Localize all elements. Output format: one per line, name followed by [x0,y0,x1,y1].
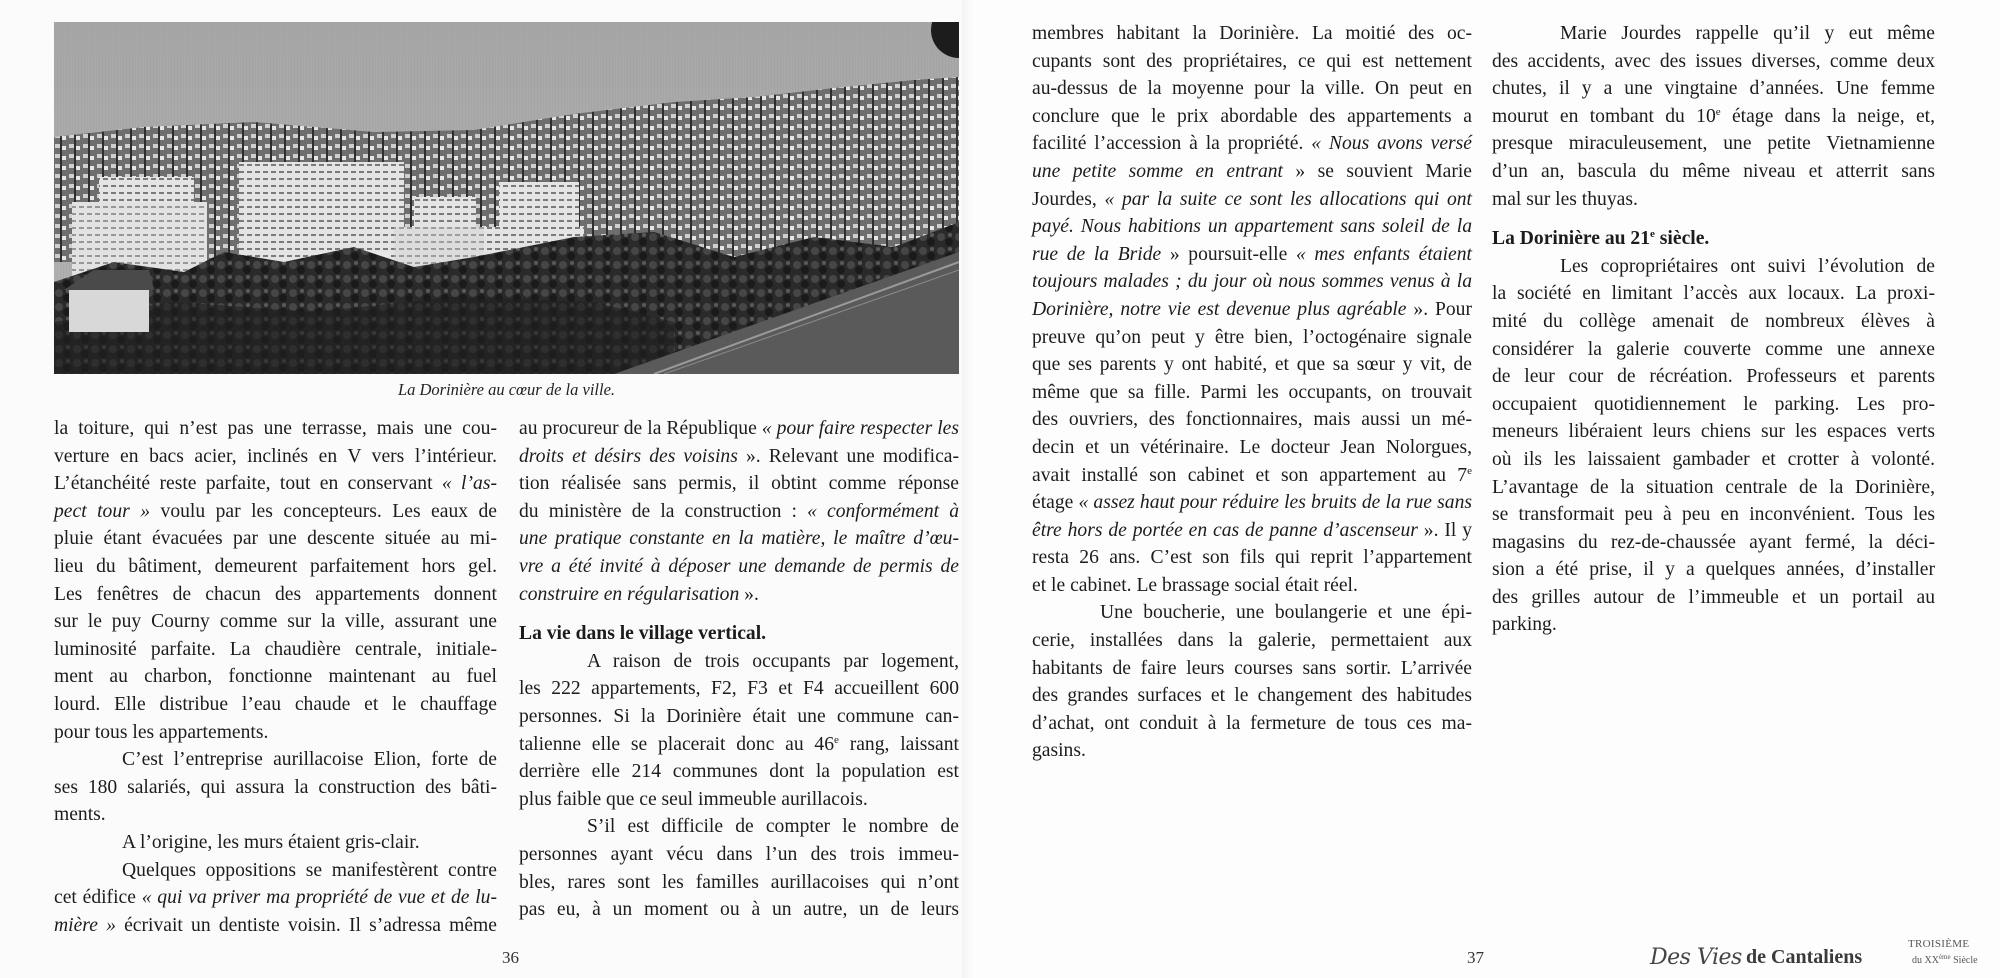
section-heading: La vie dans le village vertical. [519,623,767,645]
text-line: construire en régularisation ». [519,583,759,605]
text-line: resta 26 ans. C’est son fils qui reprit l’appartement [1032,547,1472,569]
text-line: ment au charbon, fonctionne maintenant au fuel [54,666,497,688]
text-line: membres habitant la Dorinière. La moitié des oc- [1032,23,1472,44]
text-line: facilité l’accession à la propriété. « Nous avons versé [1032,133,1472,155]
text-line: tion réalisée sans permis, il obtint comme réponse [519,473,959,495]
text-line: conclure que le prix abordable des appartements a [1032,105,1472,127]
text-line: Jourdes, « par la suite ce sont les allocations qui ont [1032,188,1472,210]
text-line: chutes, il y a une vingtaine d’années. Une femme [1492,78,1935,100]
text-line: verture en bacs acier, inclinés en V vers l’intérieur. [54,445,497,467]
text-line: être hors de portée en cas de panne d’ascenseur ». Il y [1032,519,1473,541]
quotation: construire en régularisation [519,583,740,605]
quotation: être hors de portée en cas de panne d’ascenseur [1032,519,1418,541]
text-line: lieu du bâtiment, demeurent parfaitement hors gel. [54,555,497,577]
quotation: vre a été invité à déposer une demande de permis de [519,555,959,577]
text-line: personnes. Si la Dorinière était une commune can- [519,705,959,727]
text-line: Les copropriétaires ont suivi l’évolution de [1560,255,1935,277]
right-page-column-2 [1492,20,1935,639]
text-line: plus faible que ce seul immeuble aurillacois. [519,788,868,810]
text-line: sion a été prise, il y a quelques années, d’installer [1492,559,1935,581]
quotation: « conformément à [807,500,959,522]
text-line: au procureur de la République « pour faire respecter les [519,418,959,439]
text-line: se transformait peu à peu en inconvénient. Tous les [1492,504,1935,526]
text-line: preuve qu’on peut y être bien, l’octogénaire signale [1032,326,1472,348]
quotation: « mes enfants étaient [1295,243,1472,265]
quotation: une petite somme en entrant [1032,160,1284,182]
quotation: rue de la Bride [1032,243,1162,265]
text-line: A raison de trois occupants par logement, [587,650,959,672]
text-line: habitants de faire leurs courses sans sortir. L’arrivée [1032,657,1472,679]
text-line: bles, rares sont les familles aurillacoises qui n’ont [519,871,959,893]
series-logo [1650,938,1980,974]
text-line: meneurs libéraient leurs chiens sur les espaces verts [1492,421,1935,443]
text-line: S’il est difficile de compter le nombre de [587,816,959,838]
text-line: presque miraculeusement, une petite Vietnamienne [1492,133,1935,155]
photo-illustration [54,22,959,374]
text-line: cerie, installées dans la galerie, permettaient aux [1032,630,1472,652]
text-line: A l’origine, les murs étaient gris-clair. [122,831,420,853]
text-line: étage « assez haut pour réduire les bruits de la rue sans [1032,492,1472,514]
text-line: mourut en tombant du 10e étage dans la neige, et, [1492,105,1935,127]
right-page-column-1 [1032,20,1472,765]
text-line: Les fenêtres de chacun des appartements donnent [54,583,497,605]
page-number-right: 37 [1467,948,1484,967]
quotation: mière » [54,914,116,936]
text-line: considérer la galerie couverte comme une annexe [1492,338,1935,360]
quotation: Dorinière, notre vie est devenue plus agréable [1032,298,1407,320]
text-line: la société en limitant l’accès aux locaux. La proxi- [1492,283,1935,305]
text-line: les 222 appartements, F2, F3 et F4 accueillent 600 [519,678,959,700]
text-line: Marie Jourdes rappelle qu’il y eut même [1560,23,1935,44]
quotation: toujours malades ; du jour où nous sommes venus à la [1032,271,1472,293]
text-line: gasins. [1032,740,1086,762]
left-page [0,0,980,978]
text-line [1032,213,1472,241]
text-line: L’étanchéité reste parfaite, tout en conservant « l’as- [54,473,497,495]
text-line: derrière elle 214 communes dont la population est [519,761,959,783]
quotation: « par la suite ce sont les allocations qui ont [1104,188,1472,210]
text-line: cupants sont des propriétaires, ce qui est nettement [1032,50,1472,72]
quotation: une pratique constante en la matière, le maître d’œu- [519,528,959,550]
city-panorama-photo [54,22,959,374]
text-line: pas eu, à un moment ou à un autre, un de leurs [519,899,959,921]
text-line: magasins du rez-de-chaussée ayant fermé, la déci- [1492,531,1935,553]
text-line: luminosité parfaite. La chaudière centrale, initiale- [54,638,497,660]
text-line: des grilles autour de l’immeuble et un portail au [1492,586,1935,608]
quotation: droits et désirs des voisins [519,445,738,467]
text-line: mière » écrivait un dentiste voisin. Il s’adressa même [54,914,497,936]
quotation: « qui va priver ma propriété de vue et de lu- [141,887,498,909]
text-line: mité du collège amenait de nombreux élèves à [1492,310,1935,332]
series-logo-edition: TROISIÈME [1908,938,1970,950]
text-line: de leur cour de récréation. Professeurs et parents [1492,366,1935,388]
text-line: pluie étant évacuées par une descente située au mi- [54,528,497,550]
text-line: ses 180 salariés, qui assura la construction des bâti- [54,776,497,798]
text-line: mal sur les thuyas. [1492,188,1638,210]
text-line: des ouvriers, des fonctionnaires, mais aussi un mé- [1032,409,1472,431]
text-line: une petite somme en entrant » se souvient Marie [1032,160,1472,182]
series-logo-title: de Cantaliens [1746,946,1863,968]
text-line: d’achat, ont conduit à la fermeture de tous ces ma- [1032,712,1472,734]
text-line [519,553,959,581]
text-line [1032,268,1472,296]
text-line: d’un an, bascula du même niveau et atterrit sans [1492,160,1935,182]
left-page-column-1 [54,415,497,939]
quotation: « l’as- [441,473,497,495]
text-line: droits et désirs des voisins ». Relevant une modifica- [519,445,959,467]
photo-caption: La Dorinière au cœur de la ville. [397,380,616,399]
series-logo-script: Des Vies [1650,945,1742,970]
text-line: talienne elle se placerait donc au 46e rang, laissant [519,733,959,755]
text-line: des grandes surfaces et le changement des habitudes [1032,685,1472,707]
quotation: payé. Nous habitions un appartement sans soleil de la [1032,216,1472,238]
text-line: ments. [54,804,106,826]
quotation: « assez haut pour réduire les bruits de la rue sans [1078,492,1472,514]
text-line: pect tour » voulu par les concepteurs. Les eaux de [54,500,497,522]
section-heading: La Dorinière au 21e siècle. [1492,228,1710,250]
text-line: personnes ayant vécu dans l’un des trois immeu- [519,843,959,865]
left-page-column-2 [519,415,959,924]
text-line: même que sa fille. Parmi les occupants, on trouvait [1032,381,1472,403]
text-line: des accidents, avec des issues diverses, comme deux [1492,50,1935,72]
quotation: « pour faire respecter les [761,418,959,439]
text-line: lourd. Elle distribue l’eau chaude et le chauffage [54,693,497,715]
text-line: pour tous les appartements. [54,721,269,743]
quotation: « Nous avons versé [1311,133,1472,155]
text-line: cet édifice « qui va priver ma propriété de vue et de lu- [54,887,498,909]
text-line: que ses parents y ont habité, et que sa sœur y vit, de [1032,354,1472,376]
text-line: la toiture, qui n’est pas une terrasse, mais une cou- [54,418,497,439]
text-line: L’avantage de la situation centrale de la Dorinière, [1492,476,1935,498]
series-logo-century: du XXème Siècle [1912,953,1978,966]
text-line: au-dessus de la moyenne pour la ville. On peut en [1032,78,1472,100]
text-line: du ministère de la construction : « conformément à [519,500,959,522]
text-line [519,525,959,553]
text-line: rue de la Bride » poursuit-elle « mes enfants étaient [1032,243,1472,265]
text-line: Une boucherie, une boulangerie et une épi- [1100,602,1472,624]
quotation: pect tour » [54,500,151,522]
text-line: C’est l’entreprise aurillacoise Elion, forte de [122,749,497,771]
text-line: Dorinière, notre vie est devenue plus agréable ». Pour [1032,298,1473,320]
text-line: parking. [1492,614,1557,636]
text-line: decin et un vétérinaire. Le docteur Jean Nolorgues, [1032,436,1472,458]
text-line: avait installé son cabinet et son appartement au 7e [1032,464,1472,486]
text-line: et le cabinet. Le brassage social était réel. [1032,574,1358,596]
page-number-left: 36 [502,948,519,967]
text-line: sur le puy Courny comme sur la ville, assurant une [54,611,497,633]
text-line: où ils les laissaient gambader et crotter à volonté. [1492,448,1935,470]
text-line: Quelques oppositions se manifestèrent contre [122,859,497,881]
text-line: occupaient quotidiennement le parking. Les pro- [1492,393,1935,415]
